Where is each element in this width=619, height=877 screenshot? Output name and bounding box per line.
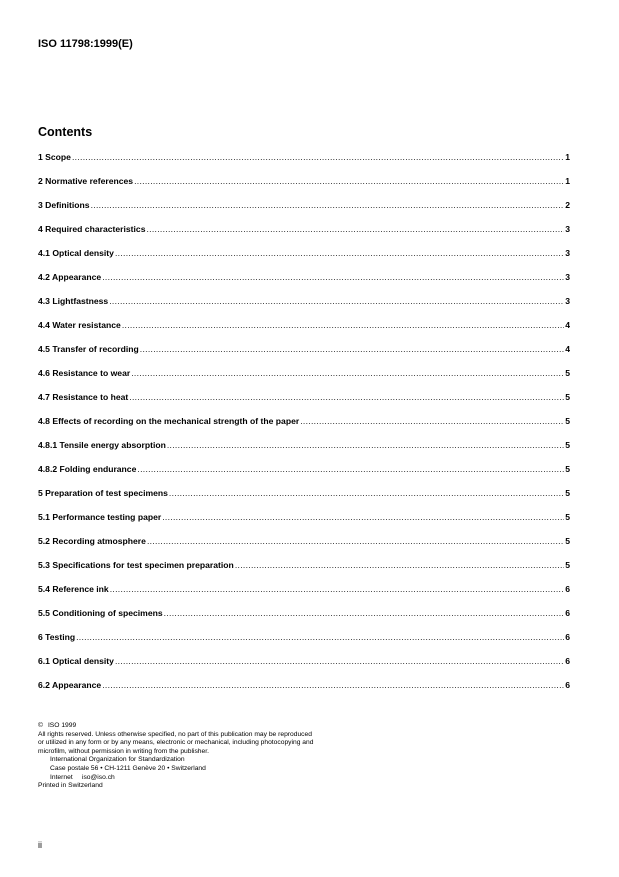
toc-entry[interactable] <box>38 536 570 560</box>
org-internet: Internet iso@iso.ch <box>50 773 115 781</box>
toc-entry-title: 4.8 Effects of recording on the mechanical strength of the paper <box>38 416 300 426</box>
toc-dot-leader <box>72 152 564 162</box>
toc-entry-title: 4.1 Optical density <box>38 248 114 258</box>
document-id: ISO 11798:1999(E) <box>38 38 133 50</box>
toc-entry[interactable] <box>38 344 570 368</box>
toc-entry-page: 5 <box>565 416 570 426</box>
toc-entry-page: 2 <box>565 200 570 210</box>
toc-entry-title: 1 Scope <box>38 152 71 162</box>
toc-entry-title: 4.8.1 Tensile energy absorption <box>38 440 166 450</box>
toc-dot-leader <box>167 440 564 450</box>
toc-entry[interactable] <box>38 224 570 248</box>
copyright-block <box>38 722 398 791</box>
toc-entry[interactable] <box>38 680 570 704</box>
toc-entry-page: 3 <box>565 224 570 234</box>
toc-entry-page: 6 <box>565 656 570 666</box>
toc-dot-leader <box>129 392 564 402</box>
copyright-year: ISO 1999 <box>47 722 77 729</box>
rights-line-3: microfilm, without permission in writing from the publisher. <box>38 747 209 755</box>
toc-entry-title: 4.4 Water resistance <box>38 320 121 330</box>
toc-entry-page: 5 <box>565 560 570 570</box>
toc-dot-leader <box>115 656 564 666</box>
toc-entry[interactable] <box>38 320 570 344</box>
toc-entry-page: 3 <box>565 272 570 282</box>
toc-entry[interactable] <box>38 464 570 488</box>
toc-entry-title: 4.7 Resistance to heat <box>38 392 129 402</box>
toc-entry-page: 5 <box>565 488 570 498</box>
toc-dot-leader <box>134 176 564 186</box>
toc-entry-page: 6 <box>565 632 570 642</box>
toc-dot-leader <box>169 488 564 498</box>
toc-entry[interactable] <box>38 416 570 440</box>
toc-dot-leader <box>115 248 564 258</box>
copyright-line <box>38 722 398 731</box>
page-number: ii <box>38 840 42 850</box>
toc-entry-page: 3 <box>565 248 570 258</box>
copyright-symbol: © <box>38 722 43 729</box>
toc-entry-title: 4 Required characteristics <box>38 224 146 234</box>
toc-entry-title: 4.8.2 Folding endurance <box>38 464 137 474</box>
toc-dot-leader <box>235 560 564 570</box>
toc-entry-page: 5 <box>565 512 570 522</box>
toc-entry[interactable] <box>38 176 570 200</box>
toc-entry-page: 1 <box>565 176 570 186</box>
toc-entry[interactable] <box>38 560 570 584</box>
toc-entry[interactable] <box>38 152 570 176</box>
toc-entry-title: 6.2 Appearance <box>38 680 102 690</box>
toc-dot-leader <box>91 200 565 210</box>
toc-dot-leader <box>162 512 564 522</box>
toc-entry-title: 5.2 Recording atmosphere <box>38 536 146 546</box>
toc-dot-leader <box>102 272 564 282</box>
toc-entry-page: 1 <box>565 152 570 162</box>
toc-entry[interactable] <box>38 248 570 272</box>
toc-dot-leader <box>131 368 564 378</box>
toc-entry-title: 4.6 Resistance to wear <box>38 368 131 378</box>
toc-entry[interactable] <box>38 368 570 392</box>
toc-entry-title: 5.1 Performance testing paper <box>38 512 162 522</box>
toc-entry[interactable] <box>38 392 570 416</box>
toc-entry-page: 4 <box>565 320 570 330</box>
toc-dot-leader <box>76 632 564 642</box>
toc-entry[interactable] <box>38 272 570 296</box>
toc-entry[interactable] <box>38 440 570 464</box>
contents-heading: Contents <box>38 125 93 139</box>
toc-entry[interactable] <box>38 632 570 656</box>
toc-entry-title: 5.3 Specifications for test specimen preparation <box>38 560 234 570</box>
toc-dot-leader <box>300 416 564 426</box>
toc-dot-leader <box>110 584 565 594</box>
org-address: Case postale 56 • CH-1211 Genève 20 • Switzerland <box>50 764 206 772</box>
toc-entry[interactable] <box>38 296 570 320</box>
printed-in: Printed in Switzerland <box>38 782 103 790</box>
toc-entry-title: 5 Preparation of test specimens <box>38 488 168 498</box>
toc-entry-title: 6.1 Optical density <box>38 656 114 666</box>
org-name: International Organization for Standardization <box>50 756 185 764</box>
toc-entry-title: 5.4 Reference ink <box>38 584 109 594</box>
toc-entry-page: 6 <box>565 608 570 618</box>
table-of-contents <box>38 152 570 704</box>
toc-entry-page: 3 <box>565 296 570 306</box>
toc-entry[interactable] <box>38 488 570 512</box>
toc-entry-page: 5 <box>565 536 570 546</box>
toc-entry[interactable] <box>38 584 570 608</box>
toc-dot-leader <box>146 224 564 234</box>
toc-entry-page: 6 <box>565 680 570 690</box>
toc-entry[interactable] <box>38 200 570 224</box>
toc-entry[interactable] <box>38 656 570 680</box>
toc-dot-leader <box>102 680 564 690</box>
toc-entry-page: 5 <box>565 392 570 402</box>
toc-dot-leader <box>147 536 564 546</box>
toc-entry-page: 5 <box>565 464 570 474</box>
toc-entry-title: 2 Normative references <box>38 176 134 186</box>
toc-entry-title: 3 Definitions <box>38 200 90 210</box>
toc-entry-title: 6 Testing <box>38 632 76 642</box>
toc-entry-page: 6 <box>565 584 570 594</box>
toc-entry-page: 4 <box>565 344 570 354</box>
toc-entry-title: 4.2 Appearance <box>38 272 102 282</box>
toc-entry[interactable] <box>38 512 570 536</box>
rights-line-2: or utilized in any form or by any means, electronic or mechanical, including photocopying and <box>38 739 314 747</box>
toc-entry-title: 4.3 Lightfastness <box>38 296 109 306</box>
toc-entry[interactable] <box>38 608 570 632</box>
toc-entry-title: 5.5 Conditioning of specimens <box>38 608 163 618</box>
toc-entry-page: 5 <box>565 368 570 378</box>
toc-dot-leader <box>122 320 564 330</box>
toc-dot-leader <box>164 608 565 618</box>
toc-dot-leader <box>109 296 564 306</box>
toc-entry-title: 4.5 Transfer of recording <box>38 344 139 354</box>
toc-dot-leader <box>137 464 564 474</box>
toc-dot-leader <box>140 344 564 354</box>
rights-line-1: All rights reserved. Unless otherwise specified, no part of this publication may be reproduced <box>38 730 312 738</box>
toc-entry-page: 5 <box>565 440 570 450</box>
